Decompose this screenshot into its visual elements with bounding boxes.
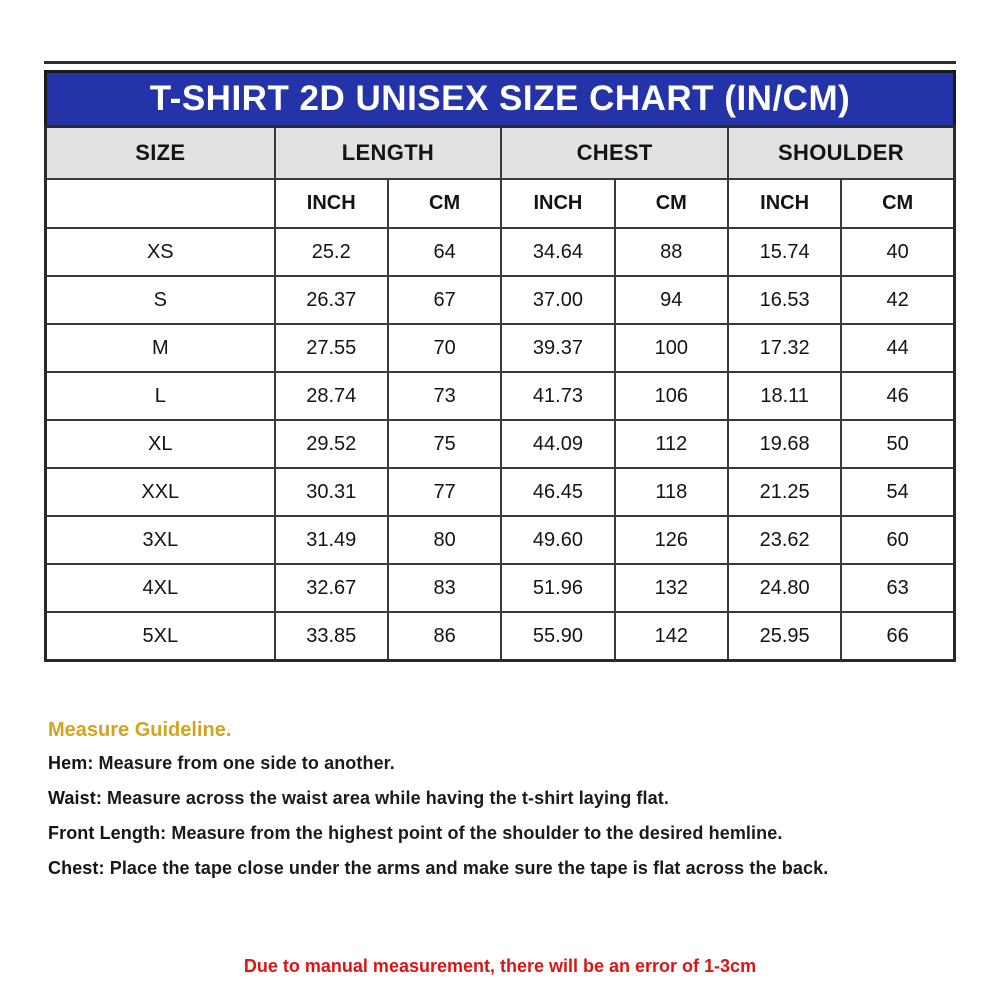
guideline-item [48,788,958,809]
table-row [46,516,955,564]
guideline-item [48,823,958,844]
measurement-cell: 118 [615,468,728,516]
table-row [46,276,955,324]
table-row [46,468,955,516]
measure-guideline-section [48,719,958,893]
guideline-item-text: Place the tape close under the arms and make sure the tape is flat across the back. [109,858,829,878]
guideline-item-label: Hem: [48,753,94,773]
table-row [46,612,955,661]
size-cell: S [46,276,275,324]
measurement-cell: 34.64 [501,228,614,276]
size-cell: L [46,372,275,420]
measurement-cell: 21.25 [728,468,841,516]
measurement-cell: 77 [388,468,501,516]
measurement-cell: 44.09 [501,420,614,468]
unit-header-chest-cm: CM [615,179,728,228]
size-cell: XS [46,228,275,276]
measurement-cell: 16.53 [728,276,841,324]
page-title: T-SHIRT 2D UNISEX SIZE CHART (IN/CM) [149,79,851,118]
size-table [44,125,956,662]
guideline-item [48,858,958,879]
measurement-cell: 44 [841,324,954,372]
size-cell: 3XL [46,516,275,564]
measurement-cell: 28.74 [275,372,388,420]
table-row [46,564,955,612]
measurement-cell: 15.74 [728,228,841,276]
guideline-item-text: Measure from one side to another. [98,753,395,773]
unit-header-length-cm: CM [388,179,501,228]
measurement-cell: 29.52 [275,420,388,468]
measurement-cell: 32.67 [275,564,388,612]
size-cell: XXL [46,468,275,516]
guideline-item-label: Chest: [48,858,105,878]
guideline-items [48,753,958,879]
measurement-cell: 46.45 [501,468,614,516]
measurement-cell: 25.2 [275,228,388,276]
unit-header-row [46,179,955,228]
guideline-item-text: Measure across the waist area while having the t-shirt laying flat. [107,788,669,808]
measurement-cell: 100 [615,324,728,372]
measurement-error-note: Due to manual measurement, there will be an error of 1-3cm [243,956,757,976]
measurement-cell: 88 [615,228,728,276]
unit-header-empty [46,179,275,228]
measurement-cell: 112 [615,420,728,468]
unit-header-shoulder-inch: INCH [728,179,841,228]
measurement-cell: 86 [388,612,501,661]
measurement-cell: 19.68 [728,420,841,468]
measurement-cell: 55.90 [501,612,614,661]
measurement-cell: 80 [388,516,501,564]
size-cell: XL [46,420,275,468]
measurement-cell: 37.00 [501,276,614,324]
measurement-cell: 17.32 [728,324,841,372]
guideline-item-label: Front Length: [48,823,167,843]
guideline-heading: Measure Guideline. [48,719,232,741]
measurement-cell: 24.80 [728,564,841,612]
measurement-cell: 73 [388,372,501,420]
measurement-cell: 26.37 [275,276,388,324]
guideline-item-text: Measure from the highest point of the shoulder to the desired hemline. [171,823,783,843]
measurement-cell: 41.73 [501,372,614,420]
measurement-cell: 132 [615,564,728,612]
guideline-item-label: Waist: [48,788,102,808]
measurement-cell: 51.96 [501,564,614,612]
measurement-cell: 30.31 [275,468,388,516]
size-cell: 4XL [46,564,275,612]
table-row [46,372,955,420]
unit-header-shoulder-cm: CM [841,179,954,228]
measurement-cell: 63 [841,564,954,612]
measurement-cell: 39.37 [501,324,614,372]
measurement-cell: 106 [615,372,728,420]
group-header-row [46,127,955,180]
measurement-cell: 23.62 [728,516,841,564]
chart-title-bar [44,70,956,128]
column-header-chest: CHEST [501,127,728,180]
measurement-cell: 60 [841,516,954,564]
measurement-cell: 83 [388,564,501,612]
measurement-cell: 66 [841,612,954,661]
measurement-cell: 40 [841,228,954,276]
measurement-cell: 42 [841,276,954,324]
unit-header-chest-inch: INCH [501,179,614,228]
measurement-cell: 46 [841,372,954,420]
measurement-cell: 33.85 [275,612,388,661]
measurement-cell: 126 [615,516,728,564]
measurement-cell: 49.60 [501,516,614,564]
measurement-cell: 27.55 [275,324,388,372]
table-row [46,228,955,276]
measurement-cell: 50 [841,420,954,468]
table-row [46,420,955,468]
size-cell: M [46,324,275,372]
measurement-cell: 64 [388,228,501,276]
column-header-size: SIZE [46,127,275,180]
table-row [46,324,955,372]
top-divider-rule [44,61,956,64]
measurement-cell: 94 [615,276,728,324]
measurement-cell: 25.95 [728,612,841,661]
measurement-cell: 75 [388,420,501,468]
column-header-shoulder: SHOULDER [728,127,955,180]
column-header-length: LENGTH [275,127,502,180]
measurement-cell: 18.11 [728,372,841,420]
size-cell: 5XL [46,612,275,661]
guideline-item [48,753,958,774]
size-table-body [46,228,955,661]
measurement-cell: 70 [388,324,501,372]
unit-header-length-inch: INCH [275,179,388,228]
measurement-cell: 31.49 [275,516,388,564]
measurement-cell: 54 [841,468,954,516]
measurement-cell: 67 [388,276,501,324]
measurement-cell: 142 [615,612,728,661]
